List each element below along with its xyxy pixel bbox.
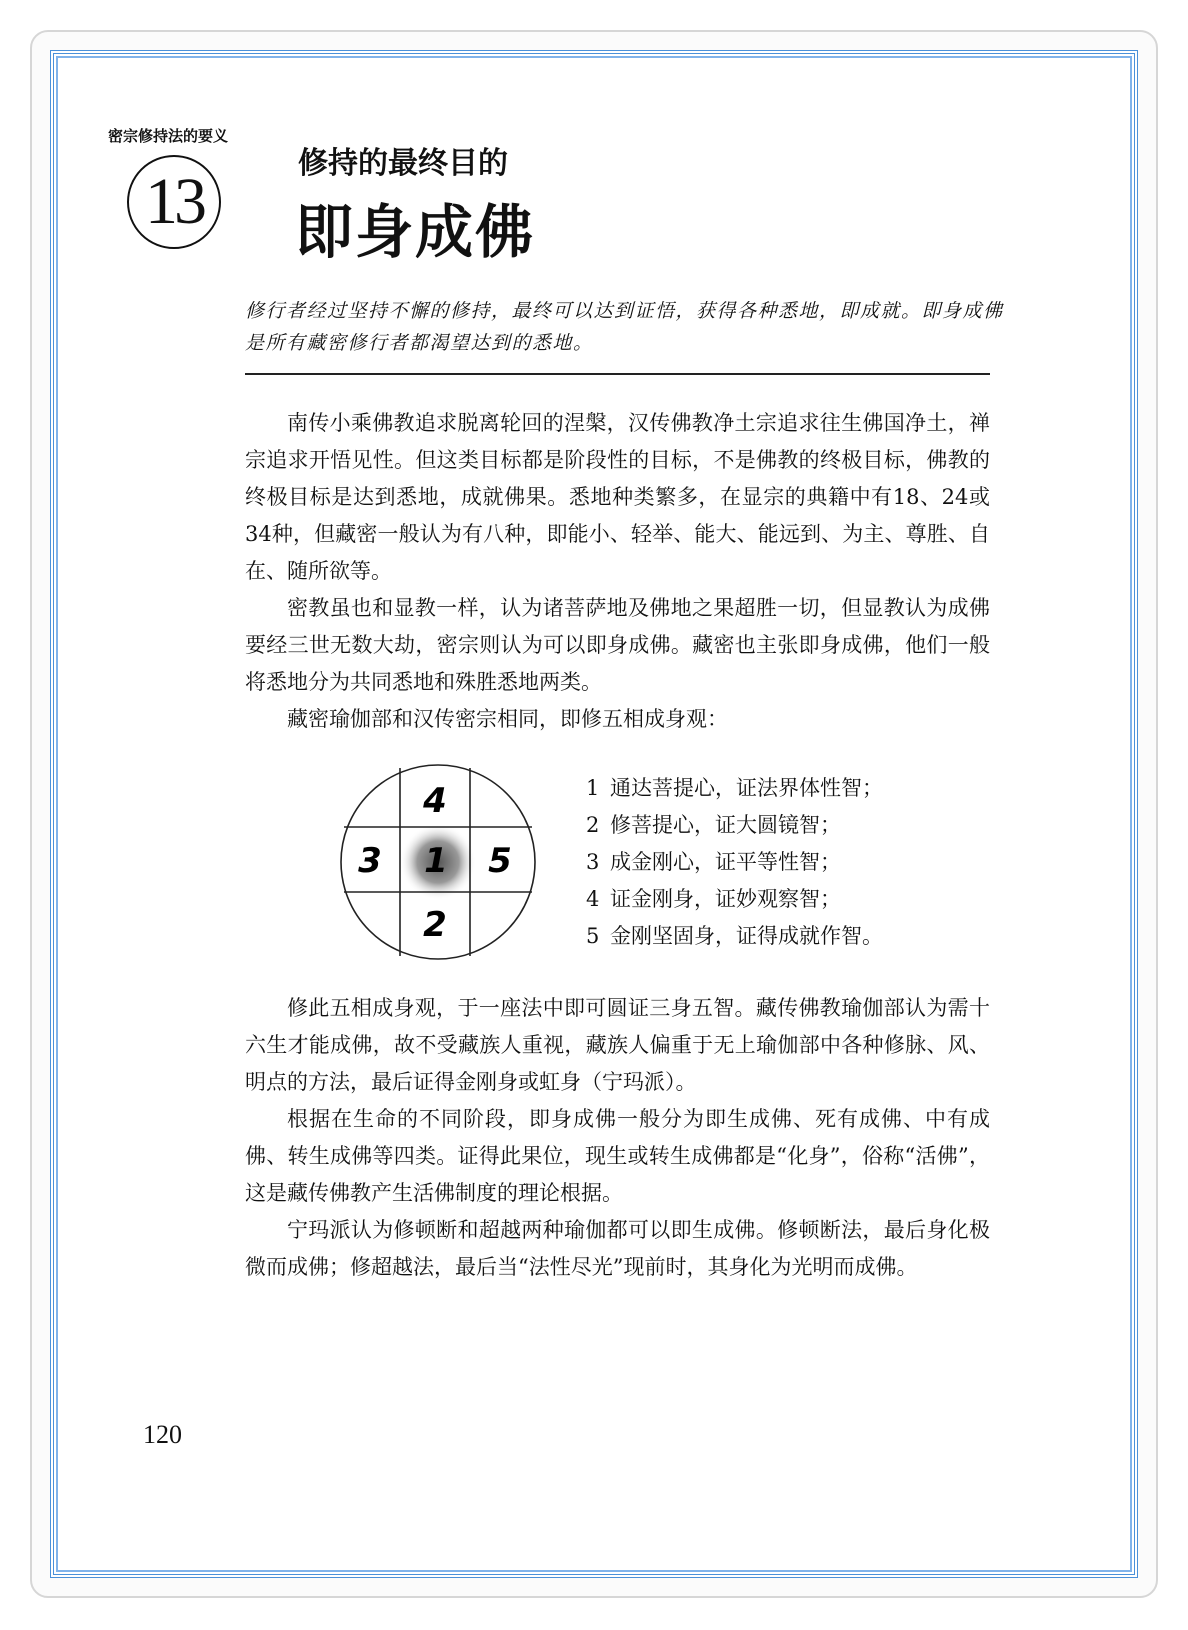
list-item: 5 金刚坚固身，证得成就作智。	[586, 924, 883, 948]
paragraph: 藏密瑜伽部和汉传密宗相同，即修五相成身观：	[287, 707, 728, 731]
section-divider	[245, 373, 990, 375]
list-item: 1 通达菩提心，证法界体性智；	[586, 776, 883, 800]
list-item: 2 修菩提心，证大圆镜智；	[586, 813, 841, 837]
intro-paragraph: 修行者经过坚持不懈的修持，最终可以达到证悟，获得各种悉地，即成就。即身成佛是所有藏密修行者都渴望达到的悉地。	[245, 300, 1004, 354]
chapter-subtitle: 修持的最终目的	[298, 146, 508, 181]
body-text-before-diagram	[245, 405, 990, 738]
diagram-label-center: 1	[424, 841, 448, 881]
paragraph: 根据在生命的不同阶段，即身成佛一般分为即生成佛、死有成佛、中有成佛、转生成佛等四类。证得此果位，现生或转生成佛都是“化身”，俗称“活佛”，这是藏传佛教产生活佛制度的理论根据。	[245, 1107, 990, 1205]
five-wisdoms-list	[586, 770, 883, 955]
five-aspects-diagram	[338, 762, 538, 962]
paragraph: 密教虽也和显教一样，认为诸菩萨地及佛地之果超胜一切，但显教认为成佛要经三世无数大劫，密宗则认为可以即身成佛。藏密也主张即身成佛，他们一般将悉地分为共同悉地和殊胜悉地两类。	[245, 596, 990, 694]
diagram-label-right: 5	[488, 841, 512, 881]
chapter-title: 即身成佛	[295, 198, 536, 266]
list-item: 4 证金刚身，证妙观察智；	[586, 887, 841, 911]
paragraph: 修此五相成身观，于一座法中即可圆证三身五智。藏传佛教瑜伽部认为需十六生才能成佛，故不受藏族人重视，藏族人偏重于无上瑜伽部中各种修脉、风、明点的方法，最后证得金刚身或虹身（宁玛派）。	[245, 996, 990, 1094]
diagram-label-bottom: 2	[423, 905, 447, 945]
series-label: 密宗修持法的要义	[108, 127, 229, 145]
diagram-label-left: 3	[358, 841, 382, 881]
diagram-label-top: 4	[423, 781, 447, 821]
list-item: 3 成金刚心，证平等性智；	[586, 850, 841, 874]
body-text-after-diagram	[245, 990, 990, 1286]
paragraph: 宁玛派认为修顿断和超越两种瑜伽都可以即生成佛。修顿断法，最后身化极微而成佛；修超越法，最后当“法性尽光”现前时，其身化为光明而成佛。	[245, 1218, 990, 1279]
paragraph: 南传小乘佛教追求脱离轮回的涅槃，汉传佛教净土宗追求往生佛国净土，禅宗追求开悟见性。但这类目标都是阶段性的目标，不是佛教的终极目标，佛教的终极目标是达到悉地，成就佛果。悉地种类繁多，在显宗的典籍中有18、24或34种，但藏密一般认为有八种，即能小、轻举、能大、能远到、为主、尊胜、自在、随所欲等。	[245, 411, 990, 583]
chapter-number-badge: 13	[127, 155, 221, 249]
page-number: 120	[143, 1420, 182, 1449]
